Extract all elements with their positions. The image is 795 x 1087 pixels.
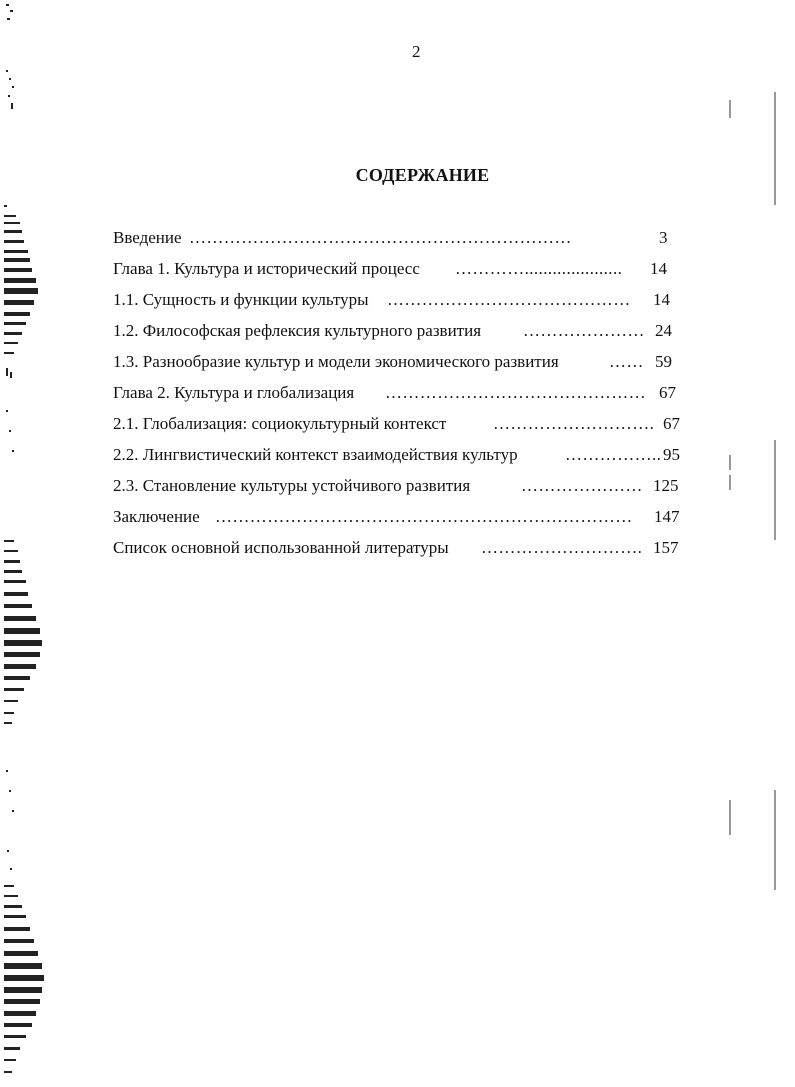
toc-row [113, 226, 685, 250]
toc-page-number: 3 [659, 228, 668, 247]
toc-row [113, 443, 685, 467]
toc-entry-label: Глава 2. Культура и глобализация [113, 383, 355, 402]
toc-entry-label: 2.1. Глобализация: социокультурный контекст [113, 414, 447, 433]
toc-entry-label: Список основной использованной литературы [113, 538, 449, 557]
toc-title: СОДЕРЖАНИЕ [355, 165, 490, 185]
toc-page-number: 67 [663, 414, 680, 433]
toc-row [113, 257, 685, 281]
toc-page-number: 125 [653, 476, 679, 495]
toc-row [113, 350, 685, 374]
toc-page-number: 14 [650, 259, 667, 278]
toc-row [113, 412, 685, 436]
toc-leader-dots: ………………………. [493, 414, 655, 433]
toc-leader-dots: …………..................... [455, 259, 623, 278]
toc-entry-label: 1.2. Философская рефлексия культурного развития [113, 321, 482, 340]
toc-page-number: 14 [653, 290, 670, 309]
page-number: 2 [412, 42, 421, 61]
toc-page-number: 59 [655, 352, 672, 371]
toc-entry-label: Введение [113, 228, 182, 247]
toc-page-number: 67 [659, 383, 676, 402]
toc-entry-label: 2.3. Становление культуры устойчивого развития [113, 476, 471, 495]
toc-row [113, 474, 685, 498]
toc-entry-label: 1.3. Разнообразие культур и модели экономического развития [113, 352, 559, 371]
toc-leader-dots: ……………………………………… [385, 383, 646, 402]
toc-entry-label: 1.1. Сущность и функции культуры [113, 290, 369, 309]
toc-row [113, 536, 685, 560]
toc-row [113, 319, 685, 343]
toc-page-number: 24 [655, 321, 672, 340]
toc-leader-dots: ………………… [521, 476, 643, 495]
toc-leader-dots: ………………… [523, 321, 645, 340]
toc-leader-dots: …………….. [565, 445, 661, 464]
toc-entry-label: Глава 1. Культура и исторический процесс [113, 259, 420, 278]
toc-leader-dots: ……………………………………………………………… [215, 507, 633, 526]
toc-row [113, 505, 685, 529]
toc-row [113, 381, 685, 405]
toc-row [113, 288, 685, 312]
toc-page-number: 147 [654, 507, 680, 526]
toc-entry-label: Заключение [113, 507, 200, 526]
toc-leader-dots: ………………………………………………………… [189, 228, 572, 247]
toc-entry-label: 2.2. Лингвистический контекст взаимодействия культур [113, 445, 518, 464]
toc-page-number: 95 [663, 445, 680, 464]
toc-page-number: 157 [653, 538, 679, 557]
toc-leader-dots: ………………………. [481, 538, 643, 557]
toc-leader-dots: …………………………………… [387, 290, 631, 309]
toc-leader-dots: …… [609, 352, 644, 371]
